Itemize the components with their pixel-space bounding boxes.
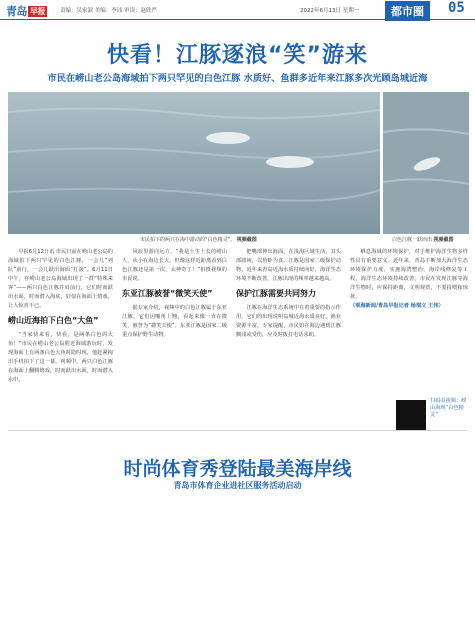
sea-image [8,92,380,234]
dolphin-photo-jump[interactable] [383,92,469,234]
byline: （观海新闻/青岛早报记者 杨琪文 王伟） [350,303,444,309]
dolphin-photo-main[interactable] [8,92,380,234]
body-paragraph: 江豚在海洋生态系统中有着重要的指示作用，它们的出现说明岛城近海水质良好、渔业资源丰富。专家提醒，市民如在海边遇到江豚搁浅或受伤，应及时拨打电话求助。 [236,305,341,338]
masthead [0,0,475,20]
body-paragraph: “当家快来看，快看，是两条白色的大鱼！”市民在崂山老公岛附近海域游玩时，发现海面上有两条白色大鱼时隐时现，他赶紧掏出手机拍下了这一幕。视频中，两只白色江豚在海面上翻腾嬉戏，时而跃出水面，时而潜入水中。 [8,332,113,383]
article2-subhead: 青岛市体育企业进社区服务活动启动 [173,481,302,490]
logo-badge: 早报 [30,7,45,16]
page-number: 05 [448,0,465,16]
article1-column-4 [350,248,468,311]
section-subtitle: 保护江豚需要共同努力 [236,289,316,298]
body-paragraph: 栖息海域的环境保护，对于维护海洋生物多样性具有重要意义。近年来，青岛不断加大海洋生态环境保护力度，实施海湾整治、海岸线修复等工程，海洋生态环境持续改善。市民在发现江豚等海洋生物时，应保持距离，文明观赏，不要投喂和惊扰。 [350,249,468,300]
editor-credits: 责编：吴家淑 美编：李玮 审读：赵欣严 [60,8,157,14]
qr-caption: 扫码看视频：崂山海现“白色精灵” [430,398,467,418]
article1-subhead: 市民在崂山老公岛海域拍下两只罕见的白色江豚 水质好、鱼群多近年来江豚多次光顾岛城近海 [47,73,428,84]
logo-text: 青岛 [6,5,27,18]
issue-date: 2022年6月13日 星期一 [300,8,360,14]
white-porpoise [206,132,250,144]
article1-column-1 [8,248,113,385]
photo2-caption: 白色江豚一跃而出 视频截图 [392,237,454,243]
section-subtitle: 东亚江豚被誉“微笑天使” [122,289,213,298]
article1-headline[interactable]: 快看！江豚逐浪“笑”游来 [107,43,368,68]
sea-image [383,92,469,234]
article-divider [8,430,467,431]
body-paragraph: 风浪里游向远方。“我是土生土长的崂山人，从小在海边长大，但像这样近距离看到白色江豚还是第一次，太神奇了！”拍摄视频的市民说。 [122,249,227,282]
newspaper-logo [6,3,47,19]
qr-code-icon[interactable] [396,400,426,430]
section-name: 都市圈 [385,1,430,21]
article1-column-2 [122,248,227,340]
lead-paragraph: 早报6月12日讯 市民日前在崂山老公岛的海域拍下两只罕见的白色江豚，一会儿“列队”前行，一会儿跃出海面“打滚”。6月11日中午，在崂山老公岛海域出现了一群“特殊来客”——两只白色江豚并肩前行，它们时而跃出水面，时而潜入海底，好似在海面上嬉戏，让人惊喜不已。 [8,249,113,309]
article2-headline[interactable]: 时尚体育秀登陆最美海岸线 [123,458,352,480]
body-paragraph: 据专家介绍，视频中的白色江豚属于东亚江豚，它们因嘴角上翘，看起来像一直在微笑，被誉为“微笑天使”。东亚江豚是国家二级重点保护野生动物。 [122,305,227,338]
section-subtitle: 崂山近海拍下白色“大鱼” [8,316,99,325]
white-porpoise [266,156,314,168]
body-paragraph: 把嘴部伸出海面，在浅海区域生活，其头部圆钝，以鱼虾为食。江豚是国家二级保护动物，近年来青岛近海水质持续向好，海洋生态环境不断改善，江豚出现的频率越来越高。 [236,249,341,282]
photo1-caption: 市民拍下的两只在海中游动的“白色精灵”。 视频截图 [140,237,257,243]
article1-column-3 [236,248,341,340]
